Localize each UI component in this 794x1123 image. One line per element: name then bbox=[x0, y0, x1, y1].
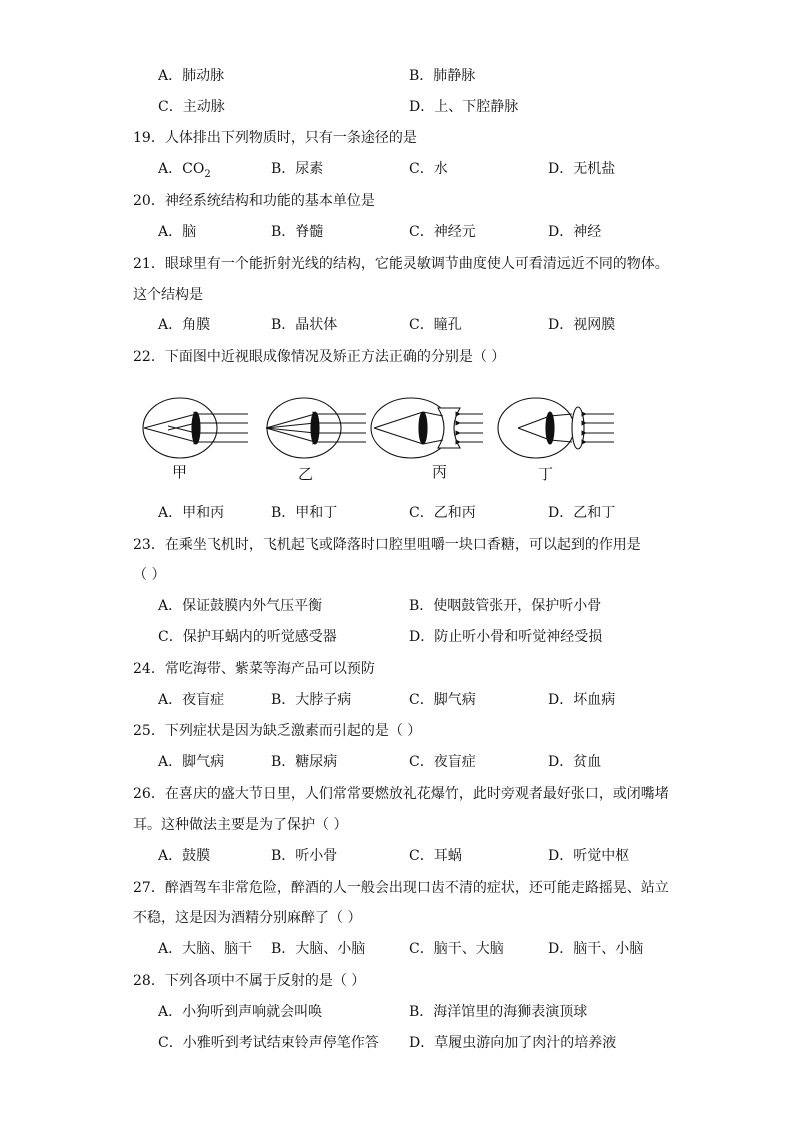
option-c[interactable]: C．保护耳蜗内的听觉感受器 bbox=[158, 629, 337, 645]
eye-bing bbox=[371, 398, 483, 458]
option-c[interactable]: C．夜盲症 bbox=[409, 754, 476, 770]
option-d[interactable]: D．脑干、小脑 bbox=[548, 941, 644, 957]
option-c[interactable]: C．耳蜗 bbox=[409, 848, 462, 864]
option-b[interactable]: B．听小骨 bbox=[271, 848, 338, 864]
option-a[interactable] bbox=[158, 159, 211, 185]
question-stem: 19．人体排出下列物质时，只有一条途径的是 bbox=[133, 130, 417, 146]
option-a[interactable]: A．脚气病 bbox=[158, 754, 225, 770]
option-b[interactable]: B．尿素 bbox=[271, 161, 324, 177]
eye-ding bbox=[498, 398, 614, 458]
option-d[interactable]: D．贫血 bbox=[548, 754, 602, 770]
option-a[interactable]: A．脑 bbox=[158, 224, 197, 240]
option-a[interactable]: A．大脑、脑干 bbox=[158, 941, 253, 957]
eye-diagram bbox=[138, 390, 628, 490]
question-stem-cont: 耳。这种做法主要是为了保护（ ） bbox=[133, 817, 348, 833]
option-d[interactable]: D．无机盐 bbox=[548, 161, 616, 177]
option-c[interactable]: C．脑干、大脑 bbox=[409, 941, 504, 957]
option-d[interactable]: D．神经 bbox=[548, 224, 602, 240]
option-c[interactable]: C．主动脉 bbox=[158, 99, 225, 115]
question-stem-cont: 不稳，这是因为酒精分别麻醉了（ ） bbox=[133, 910, 362, 926]
question-stem-cont: 这个结构是 bbox=[133, 287, 203, 303]
option-d[interactable]: D．乙和丁 bbox=[548, 505, 616, 521]
option-a[interactable]: A．小狗听到声响就会叫唤 bbox=[158, 1004, 323, 1020]
diagram-label-yi: 乙 bbox=[298, 465, 314, 483]
option-c[interactable]: C．小雅听到考试结束铃声停笔作答 bbox=[158, 1035, 379, 1051]
diagram-label-bing: 丙 bbox=[432, 463, 448, 481]
eye-jia bbox=[143, 398, 248, 458]
option-a[interactable]: A．夜盲症 bbox=[158, 692, 225, 708]
option-b[interactable]: B．大脖子病 bbox=[271, 692, 352, 708]
diagram-label-ding: 丁 bbox=[538, 465, 554, 483]
option-c[interactable]: C．神经元 bbox=[409, 224, 476, 240]
question-stem: 26．在喜庆的盛大节日里，人们常常要燃放礼花爆竹，此时旁观者最好张口，或闭嘴堵 bbox=[133, 786, 669, 802]
question-stem: 21．眼球里有一个能折射光线的结构，它能灵敏调节曲度使人可看清远近不同的物体。 bbox=[133, 256, 669, 272]
option-b[interactable]: B．海洋馆里的海狮表演顶球 bbox=[409, 1004, 588, 1020]
option-b[interactable]: B．脊髓 bbox=[271, 224, 324, 240]
question-stem: 24．常吃海带、紫菜等海产品可以预防 bbox=[133, 661, 375, 677]
option-b[interactable]: B．使咽鼓管张开，保护听小骨 bbox=[409, 598, 602, 614]
option-b[interactable]: B．肺静脉 bbox=[409, 68, 476, 84]
option-c[interactable]: C．水 bbox=[409, 161, 448, 177]
option-b[interactable]: B．甲和丁 bbox=[271, 505, 338, 521]
question-stem: 27．醉酒驾车非常危险，醉酒的人一般会出现口齿不清的症状，还可能走路摇晃、站立 bbox=[133, 880, 669, 896]
question-stem: 28．下列各项中不属于反射的是（ ） bbox=[133, 973, 366, 989]
option-c[interactable]: C．瞳孔 bbox=[409, 317, 462, 333]
question-stem: 23．在乘坐飞机时，飞机起飞或降落时口腔里咀嚼一块口香糖，可以起到的作用是 bbox=[133, 537, 641, 553]
option-d[interactable]: D．上、下腔静脉 bbox=[409, 99, 519, 115]
question-stem: 20．神经系统结构和功能的基本单位是 bbox=[133, 193, 375, 209]
subscript: 2 bbox=[204, 168, 211, 180]
question-stem-cont: （ ） bbox=[133, 567, 166, 583]
option-a[interactable]: A．保证鼓膜内外气压平衡 bbox=[158, 598, 323, 614]
option-d[interactable]: D．视网膜 bbox=[548, 317, 616, 333]
eye-diagram-svg bbox=[138, 390, 628, 490]
question-stem: 22．下面图中近视眼成像情况及矫正方法正确的分别是（ ） bbox=[133, 349, 506, 365]
option-a[interactable]: A．肺动脉 bbox=[158, 68, 225, 84]
option-text: A．CO bbox=[158, 161, 205, 177]
option-d[interactable]: D．坏血病 bbox=[548, 692, 616, 708]
question-stem: 25．下列症状是因为缺乏激素而引起的是（ ） bbox=[133, 723, 422, 739]
option-d[interactable]: D．防止听小骨和听觉神经受损 bbox=[409, 629, 603, 645]
eye-yi bbox=[266, 398, 366, 458]
option-a[interactable]: A．鼓膜 bbox=[158, 848, 211, 864]
option-a[interactable]: A．角膜 bbox=[158, 317, 211, 333]
diagram-label-jia: 甲 bbox=[172, 463, 188, 481]
option-d[interactable]: D．听觉中枢 bbox=[548, 848, 630, 864]
option-b[interactable]: B．晶状体 bbox=[271, 317, 338, 333]
option-d[interactable]: D．草履虫游向加了肉汁的培养液 bbox=[409, 1035, 617, 1051]
option-b[interactable]: B．糖尿病 bbox=[271, 754, 338, 770]
option-c[interactable]: C．乙和丙 bbox=[409, 505, 476, 521]
option-b[interactable]: B．大脑、小脑 bbox=[271, 941, 366, 957]
option-c[interactable]: C．脚气病 bbox=[409, 692, 476, 708]
option-a[interactable]: A．甲和丙 bbox=[158, 505, 225, 521]
